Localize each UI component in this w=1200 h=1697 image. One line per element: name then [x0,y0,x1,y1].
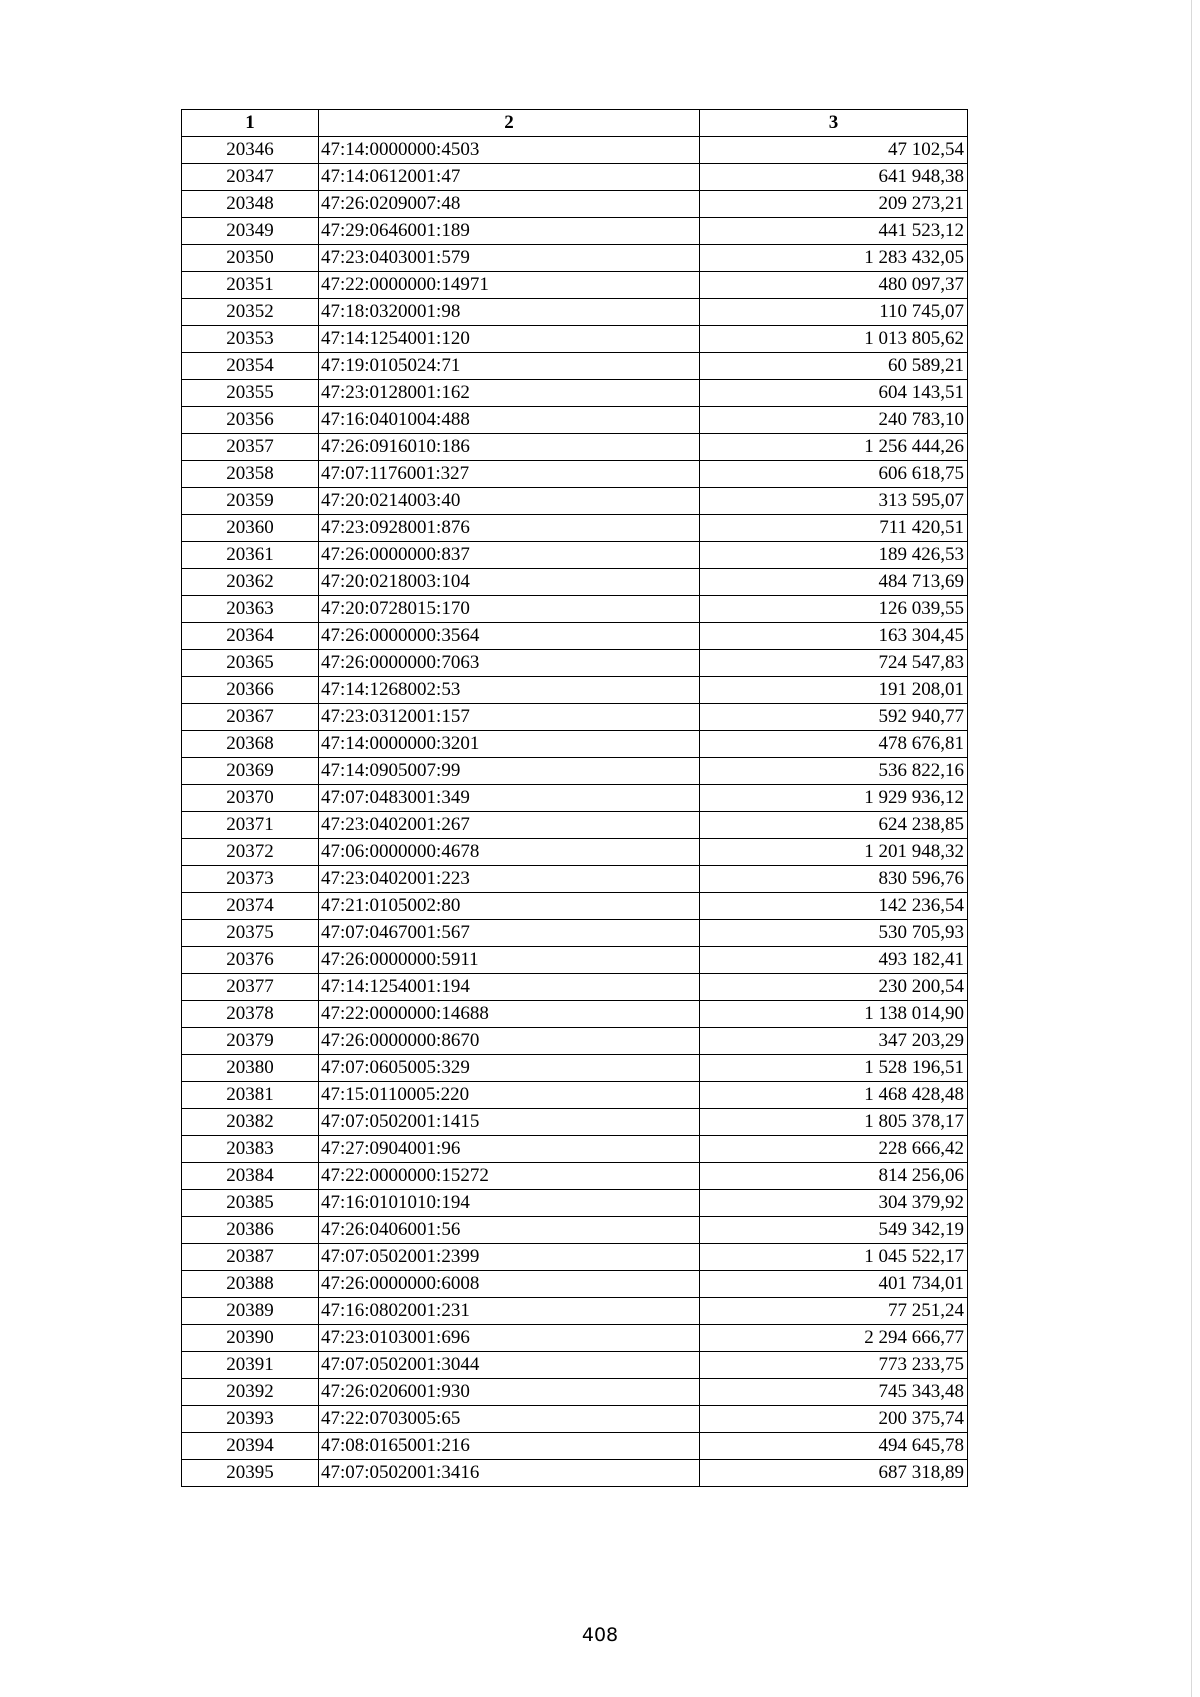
value-cell: 484 713,69 [700,569,968,596]
cadastral-number-cell: 47:26:0206001:930 [319,1379,700,1406]
cadastral-number-cell: 47:26:0000000:6008 [319,1271,700,1298]
cadastral-number-cell: 47:22:0000000:14971 [319,272,700,299]
row-number-cell: 20383 [182,1136,319,1163]
table-row [182,1244,968,1271]
row-number-cell: 20357 [182,434,319,461]
cadastral-number-cell: 47:07:0502001:3416 [319,1460,700,1487]
cadastral-number-cell: 47:07:0502001:2399 [319,1244,700,1271]
value-cell: 1 528 196,51 [700,1055,968,1082]
column-header-1: 1 [182,110,319,137]
cadastral-number-cell: 47:23:0928001:876 [319,515,700,542]
value-cell: 1 256 444,26 [700,434,968,461]
cadastral-number-cell: 47:16:0101010:194 [319,1190,700,1217]
cadastral-number-cell: 47:23:0312001:157 [319,704,700,731]
value-cell: 606 618,75 [700,461,968,488]
row-number-cell: 20394 [182,1433,319,1460]
row-number-cell: 20395 [182,1460,319,1487]
table-row [182,1406,968,1433]
table-row [182,191,968,218]
table-row [182,974,968,1001]
value-cell: 1 138 014,90 [700,1001,968,1028]
row-number-cell: 20348 [182,191,319,218]
row-number-cell: 20378 [182,1001,319,1028]
value-cell: 200 375,74 [700,1406,968,1433]
table-header-row [182,110,968,137]
cadastral-number-cell: 47:21:0105002:80 [319,893,700,920]
row-number-cell: 20353 [182,326,319,353]
row-number-cell: 20385 [182,1190,319,1217]
value-cell: 163 304,45 [700,623,968,650]
cadastral-number-cell: 47:23:0403001:579 [319,245,700,272]
value-cell: 814 256,06 [700,1163,968,1190]
row-number-cell: 20370 [182,785,319,812]
table-row [182,1055,968,1082]
cadastral-number-cell: 47:26:0916010:186 [319,434,700,461]
value-cell: 830 596,76 [700,866,968,893]
table-row [182,1325,968,1352]
row-number-cell: 20360 [182,515,319,542]
table-row [182,1352,968,1379]
table-row [182,434,968,461]
cadastral-number-cell: 47:29:0646001:189 [319,218,700,245]
table-row [182,1082,968,1109]
row-number-cell: 20389 [182,1298,319,1325]
value-cell: 142 236,54 [700,893,968,920]
table-row [182,272,968,299]
value-cell: 549 342,19 [700,1217,968,1244]
table-row [182,1271,968,1298]
table-row [182,650,968,677]
row-number-cell: 20371 [182,812,319,839]
cadastral-number-cell: 47:23:0128001:162 [319,380,700,407]
row-number-cell: 20359 [182,488,319,515]
cadastral-number-cell: 47:22:0703005:65 [319,1406,700,1433]
cadastral-number-cell: 47:19:0105024:71 [319,353,700,380]
cadastral-number-cell: 47:08:0165001:216 [319,1433,700,1460]
table-row [182,920,968,947]
table-row [182,866,968,893]
row-number-cell: 20392 [182,1379,319,1406]
row-number-cell: 20356 [182,407,319,434]
value-cell: 230 200,54 [700,974,968,1001]
table-row [182,218,968,245]
row-number-cell: 20379 [182,1028,319,1055]
row-number-cell: 20368 [182,731,319,758]
value-cell: 478 676,81 [700,731,968,758]
table-row [182,1109,968,1136]
value-cell: 494 645,78 [700,1433,968,1460]
column-header-2: 2 [319,110,700,137]
value-cell: 1 045 522,17 [700,1244,968,1271]
value-cell: 687 318,89 [700,1460,968,1487]
table-row [182,488,968,515]
table-row [182,299,968,326]
cadastral-number-cell: 47:07:0502001:1415 [319,1109,700,1136]
table-row [182,704,968,731]
cadastral-number-cell: 47:26:0000000:837 [319,542,700,569]
table-row [182,677,968,704]
table-row [182,1028,968,1055]
row-number-cell: 20375 [182,920,319,947]
row-number-cell: 20393 [182,1406,319,1433]
table-row [182,461,968,488]
value-cell: 536 822,16 [700,758,968,785]
column-header-3: 3 [700,110,968,137]
value-cell: 209 273,21 [700,191,968,218]
table-row [182,812,968,839]
value-cell: 1 468 428,48 [700,1082,968,1109]
table-row [182,785,968,812]
table-row [182,569,968,596]
cadastral-number-cell: 47:07:0467001:567 [319,920,700,947]
row-number-cell: 20367 [182,704,319,731]
row-number-cell: 20363 [182,596,319,623]
cadastral-number-cell: 47:07:0483001:349 [319,785,700,812]
row-number-cell: 20346 [182,137,319,164]
value-cell: 77 251,24 [700,1298,968,1325]
row-number-cell: 20358 [182,461,319,488]
table-row [182,1001,968,1028]
cadastral-number-cell: 47:16:0802001:231 [319,1298,700,1325]
table-row [182,245,968,272]
row-number-cell: 20374 [182,893,319,920]
value-cell: 604 143,51 [700,380,968,407]
row-number-cell: 20373 [182,866,319,893]
table-row [182,137,968,164]
cadastral-number-cell: 47:22:0000000:15272 [319,1163,700,1190]
row-number-cell: 20384 [182,1163,319,1190]
row-number-cell: 20382 [182,1109,319,1136]
row-number-cell: 20391 [182,1352,319,1379]
cadastral-number-cell: 47:14:0000000:4503 [319,137,700,164]
page-number: 408 [581,1624,619,1646]
cadastral-number-cell: 47:15:0110005:220 [319,1082,700,1109]
cadastral-number-cell: 47:20:0218003:104 [319,569,700,596]
table-row [182,353,968,380]
value-cell: 724 547,83 [700,650,968,677]
cadastral-number-cell: 47:07:0502001:3044 [319,1352,700,1379]
cadastral-number-cell: 47:26:0000000:3564 [319,623,700,650]
table-row [182,1379,968,1406]
cadastral-number-cell: 47:16:0401004:488 [319,407,700,434]
value-cell: 126 039,55 [700,596,968,623]
value-cell: 1 805 378,17 [700,1109,968,1136]
table-row [182,1163,968,1190]
table-row [182,839,968,866]
table-row [182,758,968,785]
cadastral-number-cell: 47:14:1268002:53 [319,677,700,704]
value-cell: 1 201 948,32 [700,839,968,866]
cadastral-number-cell: 47:14:0000000:3201 [319,731,700,758]
cadastral-number-cell: 47:14:0905007:99 [319,758,700,785]
table-row [182,1433,968,1460]
value-cell: 304 379,92 [700,1190,968,1217]
table-row [182,407,968,434]
row-number-cell: 20376 [182,947,319,974]
table-row [182,164,968,191]
cadastral-number-cell: 47:14:1254001:120 [319,326,700,353]
table-body [182,137,968,1487]
value-cell: 347 203,29 [700,1028,968,1055]
table-row [182,542,968,569]
value-cell: 228 666,42 [700,1136,968,1163]
row-number-cell: 20387 [182,1244,319,1271]
cadastral-number-cell: 47:26:0406001:56 [319,1217,700,1244]
row-number-cell: 20352 [182,299,319,326]
cadastral-number-cell: 47:23:0402001:267 [319,812,700,839]
value-cell: 745 343,48 [700,1379,968,1406]
value-cell: 60 589,21 [700,353,968,380]
value-cell: 240 783,10 [700,407,968,434]
value-cell: 592 940,77 [700,704,968,731]
row-number-cell: 20355 [182,380,319,407]
value-cell: 711 420,51 [700,515,968,542]
row-number-cell: 20388 [182,1271,319,1298]
value-cell: 480 097,37 [700,272,968,299]
row-number-cell: 20351 [182,272,319,299]
cadastral-number-cell: 47:20:0728015:170 [319,596,700,623]
table-row [182,380,968,407]
row-number-cell: 20354 [182,353,319,380]
cadastral-number-cell: 47:26:0209007:48 [319,191,700,218]
value-cell: 189 426,53 [700,542,968,569]
row-number-cell: 20390 [182,1325,319,1352]
table-row [182,947,968,974]
table-row [182,1136,968,1163]
value-cell: 624 238,85 [700,812,968,839]
table-row [182,515,968,542]
row-number-cell: 20369 [182,758,319,785]
value-cell: 313 595,07 [700,488,968,515]
table-row [182,1460,968,1487]
table-row [182,1217,968,1244]
value-cell: 110 745,07 [700,299,968,326]
table-row [182,326,968,353]
value-cell: 191 208,01 [700,677,968,704]
row-number-cell: 20366 [182,677,319,704]
value-cell: 530 705,93 [700,920,968,947]
row-number-cell: 20362 [182,569,319,596]
cadastral-number-cell: 47:26:0000000:7063 [319,650,700,677]
page-edge-line [1191,0,1192,1697]
table-row [182,893,968,920]
value-cell: 773 233,75 [700,1352,968,1379]
table-row [182,623,968,650]
value-cell: 47 102,54 [700,137,968,164]
cadastral-number-cell: 47:06:0000000:4678 [319,839,700,866]
row-number-cell: 20349 [182,218,319,245]
row-number-cell: 20365 [182,650,319,677]
table-row [182,1298,968,1325]
cadastral-number-cell: 47:26:0000000:8670 [319,1028,700,1055]
row-number-cell: 20364 [182,623,319,650]
table-row [182,731,968,758]
cadastral-number-cell: 47:14:0612001:47 [319,164,700,191]
value-cell: 401 734,01 [700,1271,968,1298]
cadastral-number-cell: 47:23:0103001:696 [319,1325,700,1352]
row-number-cell: 20350 [182,245,319,272]
row-number-cell: 20347 [182,164,319,191]
cadastral-value-table [181,109,968,1487]
row-number-cell: 20381 [182,1082,319,1109]
table-row [182,1190,968,1217]
value-cell: 1 929 936,12 [700,785,968,812]
value-cell: 1 013 805,62 [700,326,968,353]
cadastral-number-cell: 47:27:0904001:96 [319,1136,700,1163]
cadastral-number-cell: 47:26:0000000:5911 [319,947,700,974]
row-number-cell: 20377 [182,974,319,1001]
value-cell: 441 523,12 [700,218,968,245]
table-row [182,596,968,623]
row-number-cell: 20386 [182,1217,319,1244]
value-cell: 2 294 666,77 [700,1325,968,1352]
cadastral-number-cell: 47:22:0000000:14688 [319,1001,700,1028]
cadastral-number-cell: 47:18:0320001:98 [319,299,700,326]
value-cell: 641 948,38 [700,164,968,191]
value-cell: 1 283 432,05 [700,245,968,272]
row-number-cell: 20372 [182,839,319,866]
row-number-cell: 20361 [182,542,319,569]
cadastral-number-cell: 47:23:0402001:223 [319,866,700,893]
cadastral-number-cell: 47:07:0605005:329 [319,1055,700,1082]
cadastral-number-cell: 47:07:1176001:327 [319,461,700,488]
row-number-cell: 20380 [182,1055,319,1082]
cadastral-number-cell: 47:14:1254001:194 [319,974,700,1001]
value-cell: 493 182,41 [700,947,968,974]
cadastral-number-cell: 47:20:0214003:40 [319,488,700,515]
